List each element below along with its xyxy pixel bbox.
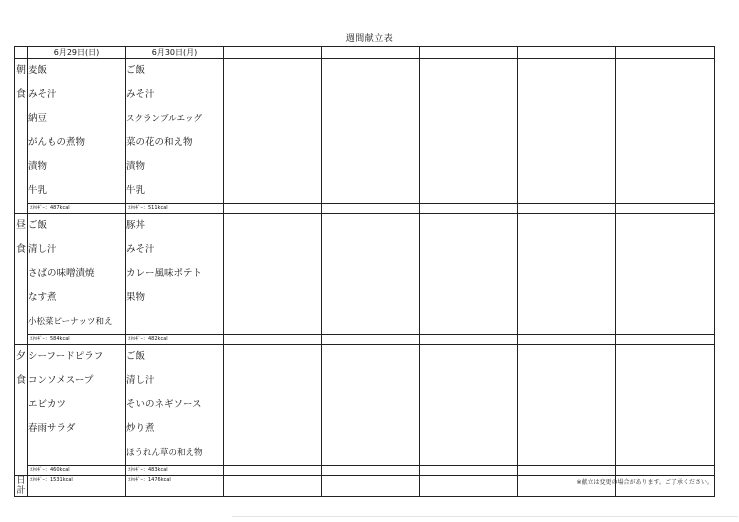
kcal-cell: ｴﾈﾙｷﾞｰ：482kcal [126,335,224,345]
daily-total-cell: ｴﾈﾙｷﾞｰ：1476kcal [126,476,224,497]
dish-cell [28,345,126,466]
dish-item: ご飯 [126,351,146,362]
kcal-cell [322,335,420,345]
dish-cell [322,345,420,466]
dish-cell [518,214,616,335]
dish-cell [420,214,518,335]
kcal-cell: ｴﾈﾙｷﾞｰ：460kcal [28,466,126,476]
dish-cell [322,59,420,204]
total-label-char: 計 [16,486,26,496]
dish-cell [126,345,224,466]
weekly-menu-table [14,46,715,497]
meal-label-char: 昼 [16,220,26,231]
dish-item: ご飯 [28,220,48,231]
dish-item: さばの味噌漬焼 [28,268,95,279]
dish-cell [126,214,224,335]
day-header [518,47,616,59]
daily-total-cell [322,476,420,497]
dish-item: カレー風味ポテト [126,268,203,279]
daily-total-cell: ｴﾈﾙｷﾞｰ：1531kcal [28,476,126,497]
dish-cell [126,59,224,204]
kcal-cell [616,335,715,345]
day-header [420,47,518,59]
kcal-cell [224,204,322,214]
dish-cell [616,59,715,204]
kcal-cell: ｴﾈﾙｷﾞｰ：584kcal [28,335,126,345]
dish-item: そいのネギソース [126,399,202,410]
dish-item: がんもの煮物 [28,137,86,148]
kcal-row [15,335,715,345]
meal-label [15,345,28,476]
meal-label-char: 夕 [16,351,26,362]
kcal-cell [322,466,420,476]
daily-total-label [15,476,28,497]
day-header [322,47,420,59]
dish-item: 春雨サラダ [28,423,76,434]
kcal-cell [518,204,616,214]
dish-cell [224,345,322,466]
dish-cell [224,214,322,335]
page-title: 週間献立表 [345,34,394,44]
dish-cell [28,59,126,204]
dish-item: なす煮 [28,292,57,303]
dish-item: コンソメスープ [28,375,94,386]
dish-item: 炒り煮 [126,423,155,434]
meal-label [15,59,28,214]
kcal-cell [420,335,518,345]
day-header [224,47,322,59]
dish-item: 漬物 [28,161,48,172]
dish-item: 清し汁 [126,375,155,386]
meal-label-char: 食 [16,244,26,255]
dish-item: 清し汁 [28,244,57,255]
kcal-cell [518,466,616,476]
dish-cell [518,345,616,466]
dish-cell [420,59,518,204]
dish-cell [322,214,420,335]
dish-item: シーフードピラフ [28,351,104,362]
dish-cell [420,345,518,466]
day-header-row [15,47,715,59]
kcal-row [15,466,715,476]
meal-label-char: 食 [16,89,26,100]
dish-cell [518,59,616,204]
kcal-cell [420,466,518,476]
dish-item: みそ汁 [28,89,57,100]
dish-cell [28,214,126,335]
kcal-cell: ｴﾈﾙｷﾞｰ：487kcal [28,204,126,214]
dish-item: エビカツ [28,399,67,410]
kcal-row [15,204,715,214]
dish-cell [616,214,715,335]
dish-item: 牛乳 [28,185,48,196]
footnote: ※献立は変更の場合があります。ご了承ください。 [576,479,713,486]
dish-item: ご飯 [126,65,146,76]
day-header: 6月30日(月) [126,47,224,59]
daily-total-cell [224,476,322,497]
meal-row [15,59,715,204]
dish-cell [616,345,715,466]
dish-item: ほうれん草の和え物 [126,448,203,458]
kcal-cell: ｴﾈﾙｷﾞｰ：511kcal [126,204,224,214]
meal-label-char: 食 [16,375,26,386]
meal-row [15,345,715,466]
kcal-cell [616,466,715,476]
kcal-cell [420,204,518,214]
total-label-char: 日 [16,476,26,486]
meal-row [15,214,715,335]
kcal-cell [224,335,322,345]
dish-item: 麦飯 [28,65,48,76]
dish-item: 漬物 [126,161,146,172]
dish-item: みそ汁 [126,244,155,255]
dish-item: 小松菜ピーナッツ和え [28,317,113,327]
scan-edge-line [232,516,738,517]
meal-label [15,214,28,345]
day-header: 6月29日(日) [28,47,126,59]
dish-cell [224,59,322,204]
kcal-cell [616,204,715,214]
daily-total-cell [420,476,518,497]
kcal-cell [518,335,616,345]
day-header [616,47,715,59]
corner-cell [15,47,28,59]
dish-item: 豚丼 [126,220,146,231]
dish-item: 納豆 [28,113,48,124]
dish-item: みそ汁 [126,89,155,100]
meal-label-char: 朝 [16,65,26,76]
kcal-cell [322,204,420,214]
dish-item: 果物 [126,292,146,303]
dish-item: 牛乳 [126,185,146,196]
dish-item: スクランブルエッグ [126,114,202,124]
dish-item: 菜の花の和え物 [126,137,193,148]
kcal-cell: ｴﾈﾙｷﾞｰ：483kcal [126,466,224,476]
kcal-cell [224,466,322,476]
